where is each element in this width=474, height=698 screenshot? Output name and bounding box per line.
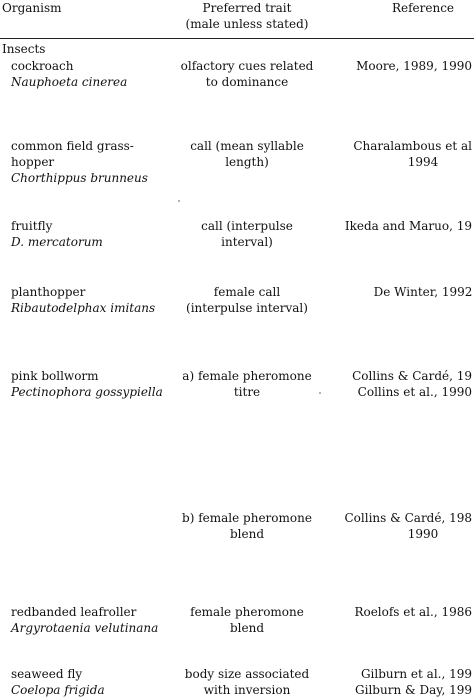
trait-line: blend	[229, 621, 265, 635]
reference-line: Gilburn et al., 199	[360, 667, 472, 681]
trait-line: body size associated	[184, 667, 310, 681]
trait-line: with inversion	[203, 683, 291, 697]
organism-common: seaweed fly	[11, 667, 83, 681]
reference-line: Ikeda and Maruo, 19	[344, 219, 472, 233]
trait-line: a) female pheromone	[182, 369, 312, 383]
reference-line: Moore, 1989, 1990	[356, 59, 472, 73]
scan-speck	[319, 392, 321, 394]
trait-line: b) female pheromone	[182, 511, 312, 525]
trait-line: female call	[213, 285, 281, 299]
reference-line: Collins & Cardé, 198	[344, 511, 472, 525]
organism-species: Coelopa frigida	[11, 683, 105, 697]
reference-line: 1990	[407, 527, 439, 541]
reference-line: Collins & Cardé, 19	[352, 369, 472, 383]
trait-line: to dominance	[205, 75, 289, 89]
trait-line: female pheromone	[190, 605, 304, 619]
trait-line: call (interpulse	[201, 219, 293, 233]
reference-line: De Winter, 1992	[373, 285, 473, 299]
trait-line: interval)	[221, 235, 273, 249]
trait-line: (interpulse interval)	[186, 301, 308, 315]
organism-species: D. mercatorum	[11, 235, 103, 249]
header-rule	[0, 38, 474, 39]
trait-line: blend	[229, 527, 265, 541]
section-label: Insects	[2, 42, 46, 56]
organism-common: planthopper	[11, 285, 86, 299]
trait-line: olfactory cues related	[180, 59, 314, 73]
trait-line: call (mean syllable	[190, 139, 304, 153]
trait-line: length)	[225, 155, 269, 169]
reference-line: Collins et al., 1990	[357, 385, 472, 399]
organism-common: fruitfly	[11, 219, 53, 233]
organism-species: Pectinophora gossypiella	[11, 385, 163, 399]
organism-common: redbanded leafroller	[11, 605, 137, 619]
organism-species: Argyrotaenia velutinana	[11, 621, 159, 635]
organism-species: Nauphoeta cinerea	[11, 75, 128, 89]
header-organism: Organism	[2, 1, 62, 15]
trait-line: titre	[233, 385, 261, 399]
organism-common: common field grass-	[11, 139, 134, 153]
reference-line: 1994	[407, 155, 439, 169]
organism-species: Ribautodelphax imitans	[11, 301, 156, 315]
organism-common: hopper	[11, 155, 55, 169]
header-trait-line2: (male unless stated)	[185, 17, 309, 31]
organism-common: pink bollworm	[11, 369, 99, 383]
scan-speck	[178, 200, 180, 202]
header-reference: Reference	[391, 1, 455, 15]
organism-common: cockroach	[11, 59, 74, 73]
organism-species: Chorthippus brunneus	[11, 171, 148, 185]
reference-line: Charalambous et al	[353, 139, 472, 153]
reference-line: Gilburn & Day, 199	[355, 683, 472, 697]
header-trait-line1: Preferred trait	[202, 1, 292, 15]
reference-line: Roelofs et al., 1986	[354, 605, 472, 619]
